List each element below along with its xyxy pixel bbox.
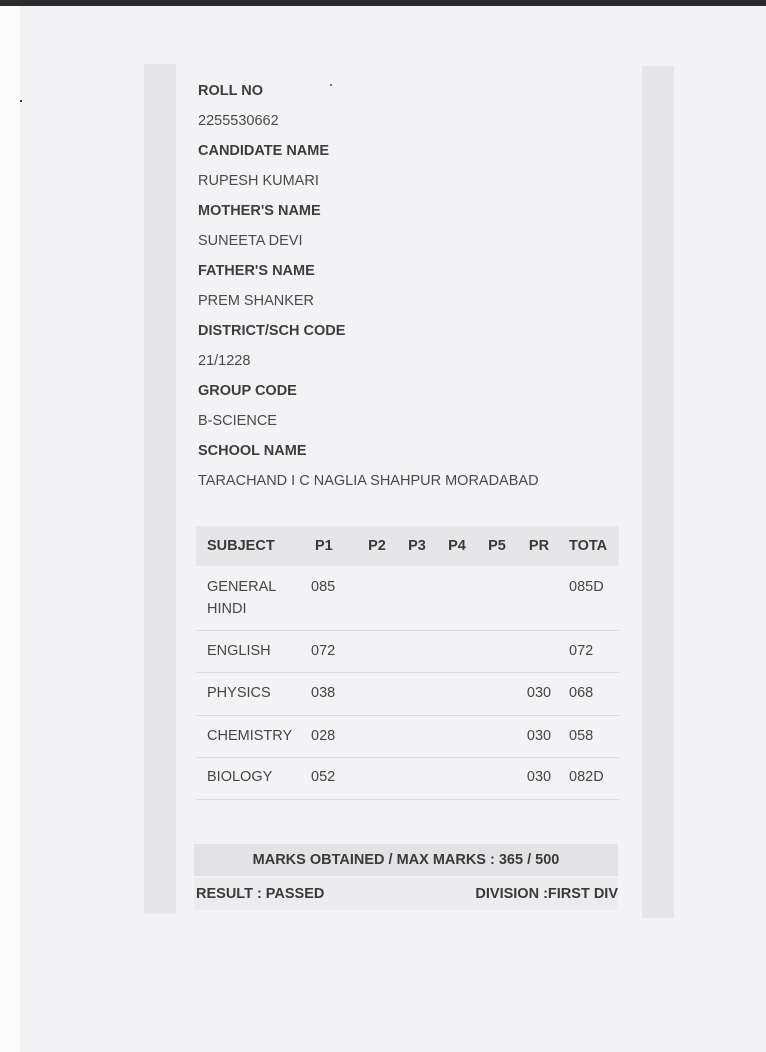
table-row: [196, 716, 619, 758]
father-name-label: FATHER'S NAME: [198, 263, 315, 279]
roll-no-value: 2255530662: [198, 113, 279, 129]
subject-cell: BIOLOGY: [207, 769, 273, 785]
p4-cell: [437, 725, 477, 757]
p2-cell: [357, 766, 397, 799]
group-code-value: B-SCIENCE: [198, 413, 277, 429]
total-cell: 058: [569, 728, 594, 744]
marks-obtained: MARKS OBTAINED / MAX MARKS : 365 / 500: [194, 844, 618, 876]
marks-table: [196, 526, 619, 800]
district-school-code-value: 21/1228: [198, 353, 251, 369]
result-summary: [194, 844, 618, 910]
scan-speck: [330, 84, 332, 86]
mother-name-label: MOTHER'S NAME: [198, 203, 321, 219]
subject-cell: ENGLISH: [207, 643, 271, 659]
scan-speck: [20, 100, 22, 102]
p2-cell: [357, 682, 397, 715]
total-cell: 085D: [569, 579, 604, 595]
p5-cell: [477, 640, 517, 672]
total-cell: 068: [569, 685, 594, 701]
father-name-value: PREM SHANKER: [198, 293, 315, 309]
subject-cell: [196, 576, 311, 630]
header-p1: P1: [315, 538, 333, 554]
header-pr: PR: [528, 538, 550, 554]
group-code-label: GROUP CODE: [198, 383, 297, 399]
result-status: RESULT : PASSED: [196, 886, 325, 902]
p2-cell: [357, 640, 397, 672]
p5-cell: [477, 766, 517, 799]
total-cell: 082D: [569, 769, 604, 785]
p2-cell: [357, 576, 397, 630]
roll-no-label: ROLL NO: [198, 83, 263, 99]
p4-cell: [437, 576, 477, 630]
district-school-code-label: DISTRICT/SCH CODE: [198, 323, 346, 339]
p4-cell: [437, 682, 477, 715]
paper-left-edge: [0, 6, 20, 1052]
pr-cell: 030: [526, 769, 552, 785]
p1-cell: 072: [311, 643, 336, 659]
header-subject: SUBJECT: [207, 538, 275, 554]
candidate-details: [198, 80, 539, 500]
right-margin-stripe: [642, 66, 674, 918]
total-cell: 072: [569, 643, 594, 659]
p5-cell: [477, 725, 517, 757]
p3-cell: [397, 725, 437, 757]
header-p4: P4: [448, 538, 466, 554]
table-row: [196, 631, 619, 673]
p1-cell: 085: [311, 579, 336, 595]
school-name-label: SCHOOL NAME: [198, 443, 307, 459]
p1-cell: 052: [311, 769, 336, 785]
pr-cell: [517, 576, 561, 630]
p4-cell: [437, 766, 477, 799]
header-p3: P3: [408, 538, 426, 554]
pr-cell: 030: [526, 728, 552, 744]
p2-cell: [357, 725, 397, 757]
p5-cell: [477, 682, 517, 715]
p1-cell: 038: [311, 685, 336, 701]
candidate-name-value: RUPESH KUMARI: [198, 173, 319, 189]
table-row: [196, 673, 619, 716]
header-p5: P5: [488, 538, 506, 554]
school-name-value: TARACHAND I C NAGLIA SHAHPUR MORADABAD: [198, 473, 539, 489]
table-row: [196, 758, 619, 800]
header-p2: P2: [368, 538, 386, 554]
p3-cell: [397, 682, 437, 715]
subject-cell: CHEMISTRY: [207, 728, 293, 744]
p3-cell: [397, 640, 437, 672]
pr-cell: 030: [526, 685, 552, 701]
table-row: [196, 566, 619, 631]
p4-cell: [437, 640, 477, 672]
mother-name-value: SUNEETA DEVI: [198, 233, 303, 249]
header-total: TOTA: [569, 538, 608, 554]
subject-cell: PHYSICS: [207, 685, 271, 701]
subject-line2: HINDI: [207, 601, 247, 617]
result-row: [194, 878, 618, 910]
subject-line1: GENERAL: [207, 579, 277, 595]
p3-cell: [397, 766, 437, 799]
left-margin-stripe: [144, 64, 176, 914]
division: DIVISION :FIRST DIV: [475, 886, 618, 902]
candidate-name-label: CANDIDATE NAME: [198, 143, 330, 159]
p3-cell: [397, 576, 437, 630]
result-sheet: [20, 6, 766, 1052]
p5-cell: [477, 576, 517, 630]
p1-cell: 028: [311, 728, 336, 744]
table-header: [196, 526, 619, 566]
pr-cell: [517, 640, 561, 672]
